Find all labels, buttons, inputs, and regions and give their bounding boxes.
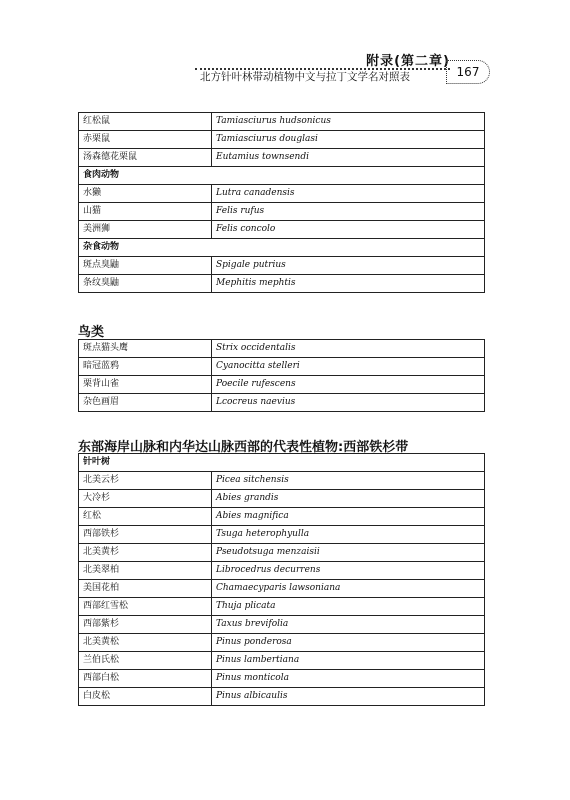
table-row bbox=[79, 490, 485, 508]
chinese-name-cell: 兰伯氏松 bbox=[79, 652, 212, 670]
page-number: 167 bbox=[446, 60, 490, 84]
section-heading-birds: 鸟类 bbox=[78, 325, 105, 340]
table-row bbox=[79, 598, 485, 616]
table-row bbox=[79, 340, 485, 358]
table-row bbox=[79, 394, 485, 412]
table-row bbox=[79, 544, 485, 562]
chinese-name-cell: 北美翠柏 bbox=[79, 562, 212, 580]
chinese-name-cell: 水獭 bbox=[79, 185, 212, 203]
table-row bbox=[79, 472, 485, 490]
category-label: 针叶树 bbox=[79, 454, 485, 472]
category-row bbox=[79, 454, 485, 472]
chapter-title: 附录(第二章) bbox=[366, 54, 450, 69]
chinese-name-cell: 栗背山雀 bbox=[79, 376, 212, 394]
bird-table bbox=[78, 339, 485, 412]
latin-name-cell: Abies grandis bbox=[212, 490, 485, 508]
table-row bbox=[79, 652, 485, 670]
latin-name-cell: Tamiasciurus douglasi bbox=[212, 131, 485, 149]
category-row bbox=[79, 239, 485, 257]
category-label: 食肉动物 bbox=[79, 167, 485, 185]
section-heading-plants: 东部海岸山脉和内华达山脉西部的代表性植物:西部铁杉带 bbox=[78, 440, 409, 455]
table-row bbox=[79, 634, 485, 652]
conifer-table bbox=[78, 453, 485, 706]
latin-name-cell: Felis concolo bbox=[212, 221, 485, 239]
header-subtitle: 北方针叶林带动植物中文与拉丁文学名对照表 bbox=[200, 71, 410, 83]
latin-name-cell: Lcocreus naevius bbox=[212, 394, 485, 412]
latin-name-cell: Chamaecyparis lawsoniana bbox=[212, 580, 485, 598]
table-row bbox=[79, 203, 485, 221]
table-row bbox=[79, 616, 485, 634]
latin-name-cell: Strix occidentalis bbox=[212, 340, 485, 358]
chinese-name-cell: 白皮松 bbox=[79, 688, 212, 706]
chinese-name-cell: 大冷杉 bbox=[79, 490, 212, 508]
table-row bbox=[79, 275, 485, 293]
table-row bbox=[79, 580, 485, 598]
table-row bbox=[79, 562, 485, 580]
latin-name-cell: Mephitis mephtis bbox=[212, 275, 485, 293]
table-row bbox=[79, 257, 485, 275]
latin-name-cell: Picea sitchensis bbox=[212, 472, 485, 490]
latin-name-cell: Tamiasciurus hudsonicus bbox=[212, 113, 485, 131]
category-label: 杂食动物 bbox=[79, 239, 485, 257]
latin-name-cell: Felis rufus bbox=[212, 203, 485, 221]
table-row bbox=[79, 508, 485, 526]
chinese-name-cell: 美国花柏 bbox=[79, 580, 212, 598]
table-row bbox=[79, 358, 485, 376]
chinese-name-cell: 北美黄松 bbox=[79, 634, 212, 652]
chinese-name-cell: 北美黄杉 bbox=[79, 544, 212, 562]
chinese-name-cell: 红松鼠 bbox=[79, 113, 212, 131]
latin-name-cell: Taxus brevifolia bbox=[212, 616, 485, 634]
chinese-name-cell: 杂色画眉 bbox=[79, 394, 212, 412]
table-row bbox=[79, 131, 485, 149]
chinese-name-cell: 山猫 bbox=[79, 203, 212, 221]
table-row bbox=[79, 670, 485, 688]
latin-name-cell: Librocedrus decurrens bbox=[212, 562, 485, 580]
chinese-name-cell: 西部铁杉 bbox=[79, 526, 212, 544]
table-row bbox=[79, 185, 485, 203]
table-row bbox=[79, 113, 485, 131]
chinese-name-cell: 斑点臭鼬 bbox=[79, 257, 212, 275]
chinese-name-cell: 条纹臭鼬 bbox=[79, 275, 212, 293]
chinese-name-cell: 汤森德花栗鼠 bbox=[79, 149, 212, 167]
chinese-name-cell: 西部红雪松 bbox=[79, 598, 212, 616]
table-row bbox=[79, 688, 485, 706]
latin-name-cell: Tsuga heterophyulla bbox=[212, 526, 485, 544]
latin-name-cell: Pinus monticola bbox=[212, 670, 485, 688]
chinese-name-cell: 美洲狮 bbox=[79, 221, 212, 239]
latin-name-cell: Pinus albicaulis bbox=[212, 688, 485, 706]
table-row bbox=[79, 526, 485, 544]
latin-name-cell: Poecile rufescens bbox=[212, 376, 485, 394]
latin-name-cell: Pseudotsuga menzaisii bbox=[212, 544, 485, 562]
latin-name-cell: Spigale putrius bbox=[212, 257, 485, 275]
latin-name-cell: Pinus ponderosa bbox=[212, 634, 485, 652]
chinese-name-cell: 暗冠蓝鸦 bbox=[79, 358, 212, 376]
chinese-name-cell: 斑点猫头鹰 bbox=[79, 340, 212, 358]
chinese-name-cell: 红松 bbox=[79, 508, 212, 526]
table-row bbox=[79, 221, 485, 239]
latin-name-cell: Abies magnifica bbox=[212, 508, 485, 526]
latin-name-cell: Lutra canadensis bbox=[212, 185, 485, 203]
table-row bbox=[79, 376, 485, 394]
chinese-name-cell: 北美云杉 bbox=[79, 472, 212, 490]
category-row bbox=[79, 167, 485, 185]
latin-name-cell: Cyanocitta stelleri bbox=[212, 358, 485, 376]
table-row bbox=[79, 149, 485, 167]
chinese-name-cell: 赤栗鼠 bbox=[79, 131, 212, 149]
chinese-name-cell: 西部白松 bbox=[79, 670, 212, 688]
mammal-table bbox=[78, 112, 485, 293]
latin-name-cell: Thuja plicata bbox=[212, 598, 485, 616]
page-header bbox=[0, 0, 570, 95]
latin-name-cell: Pinus lambertiana bbox=[212, 652, 485, 670]
latin-name-cell: Eutamius townsendi bbox=[212, 149, 485, 167]
chinese-name-cell: 西部紫杉 bbox=[79, 616, 212, 634]
